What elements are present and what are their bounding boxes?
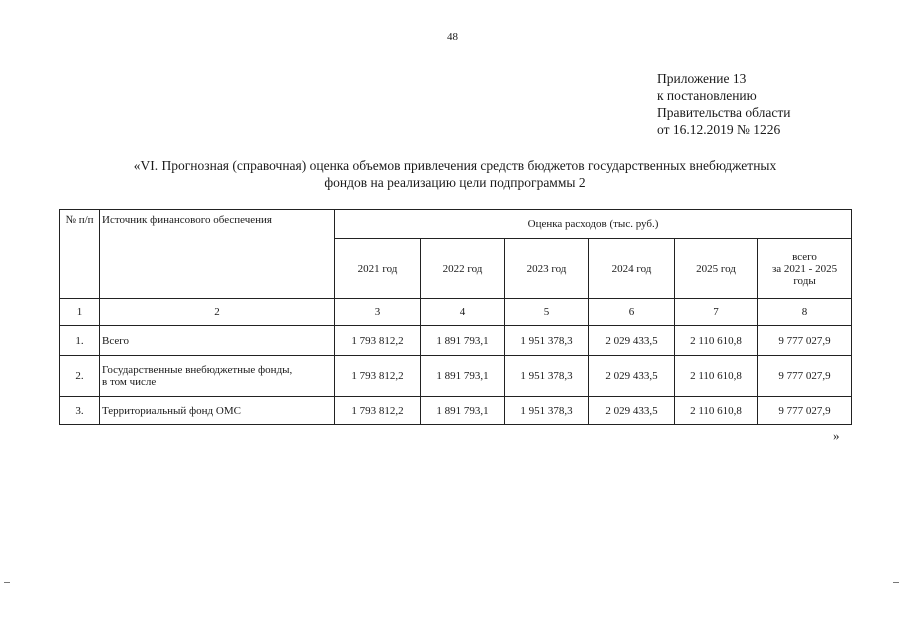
- row-value: 1 891 793,1: [421, 356, 505, 397]
- appendix-line: Приложение 13: [657, 71, 747, 86]
- row-value: 1 793 812,2: [335, 397, 421, 425]
- row-value: 2 029 433,5: [589, 397, 675, 425]
- row-value: 2 110 610,8: [675, 397, 758, 425]
- section-heading: [60, 157, 850, 191]
- header-year: 2025 год: [675, 239, 758, 299]
- row-value: 1 891 793,1: [421, 397, 505, 425]
- header-total: [758, 239, 852, 299]
- row-value: 9 777 027,9: [758, 356, 852, 397]
- column-number: 6: [589, 299, 675, 326]
- row-source: [100, 326, 335, 356]
- header-total-line: за 2021 - 2025: [771, 262, 838, 275]
- column-number: 5: [505, 299, 589, 326]
- header-year: 2024 год: [589, 239, 675, 299]
- header-total-line: годы: [793, 274, 816, 287]
- row-value: 1 951 378,3: [505, 356, 589, 397]
- row-num: 3.: [60, 397, 100, 425]
- appendix-reference: [657, 70, 790, 138]
- row-source-line: Государственные внебюджетные фонды,: [102, 364, 293, 376]
- scan-edge-mark: [893, 582, 899, 583]
- header-total-line: всего: [792, 250, 817, 263]
- column-number: 3: [335, 299, 421, 326]
- row-source-line: Территориальный фонд ОМС: [102, 404, 241, 417]
- row-value: 9 777 027,9: [758, 326, 852, 356]
- row-num: 2.: [60, 356, 100, 397]
- header-year: 2023 год: [505, 239, 589, 299]
- column-number: 2: [100, 299, 335, 326]
- row-source-line: Всего: [102, 334, 129, 347]
- header-estimate: Оценка расходов (тыс. руб.): [335, 210, 852, 239]
- row-source-line: в том числе: [102, 376, 157, 388]
- row-value: 1 793 812,2: [335, 356, 421, 397]
- closing-quote: »: [833, 428, 840, 443]
- funding-table: [59, 209, 852, 425]
- table-row: [60, 326, 852, 356]
- header-source: Источник финансового обеспечения: [100, 210, 335, 299]
- column-number-row: [60, 299, 852, 326]
- heading-line: «VI. Прогнозная (справочная) оценка объемов привлечения средств бюджетов государственных внебюджетных: [133, 158, 777, 173]
- appendix-line: к постановлению: [657, 88, 757, 103]
- table-row: [60, 356, 852, 397]
- row-source: [100, 397, 335, 425]
- row-value: 1 951 378,3: [505, 397, 589, 425]
- header-year: 2021 год: [335, 239, 421, 299]
- column-number: 7: [675, 299, 758, 326]
- header-year: 2022 год: [421, 239, 505, 299]
- row-source: [100, 356, 335, 397]
- row-value: 2 029 433,5: [589, 356, 675, 397]
- row-value: 2 110 610,8: [675, 356, 758, 397]
- row-value: 1 793 812,2: [335, 326, 421, 356]
- column-number: 4: [421, 299, 505, 326]
- header-row: [60, 210, 852, 239]
- row-num: 1.: [60, 326, 100, 356]
- appendix-line: от 16.12.2019 № 1226: [657, 122, 781, 137]
- row-value: 2 110 610,8: [675, 326, 758, 356]
- row-value: 2 029 433,5: [589, 326, 675, 356]
- appendix-line: Правительства области: [657, 105, 791, 120]
- header-num: № п/п: [60, 210, 100, 299]
- row-value: 9 777 027,9: [758, 397, 852, 425]
- table-row: [60, 397, 852, 425]
- heading-line: фондов на реализацию цели подпрограммы 2: [324, 175, 586, 190]
- row-value: 1 891 793,1: [421, 326, 505, 356]
- column-number: 1: [60, 299, 100, 326]
- scan-edge-mark: [4, 582, 10, 583]
- page-number: 48: [447, 31, 458, 43]
- row-value: 1 951 378,3: [505, 326, 589, 356]
- column-number: 8: [758, 299, 852, 326]
